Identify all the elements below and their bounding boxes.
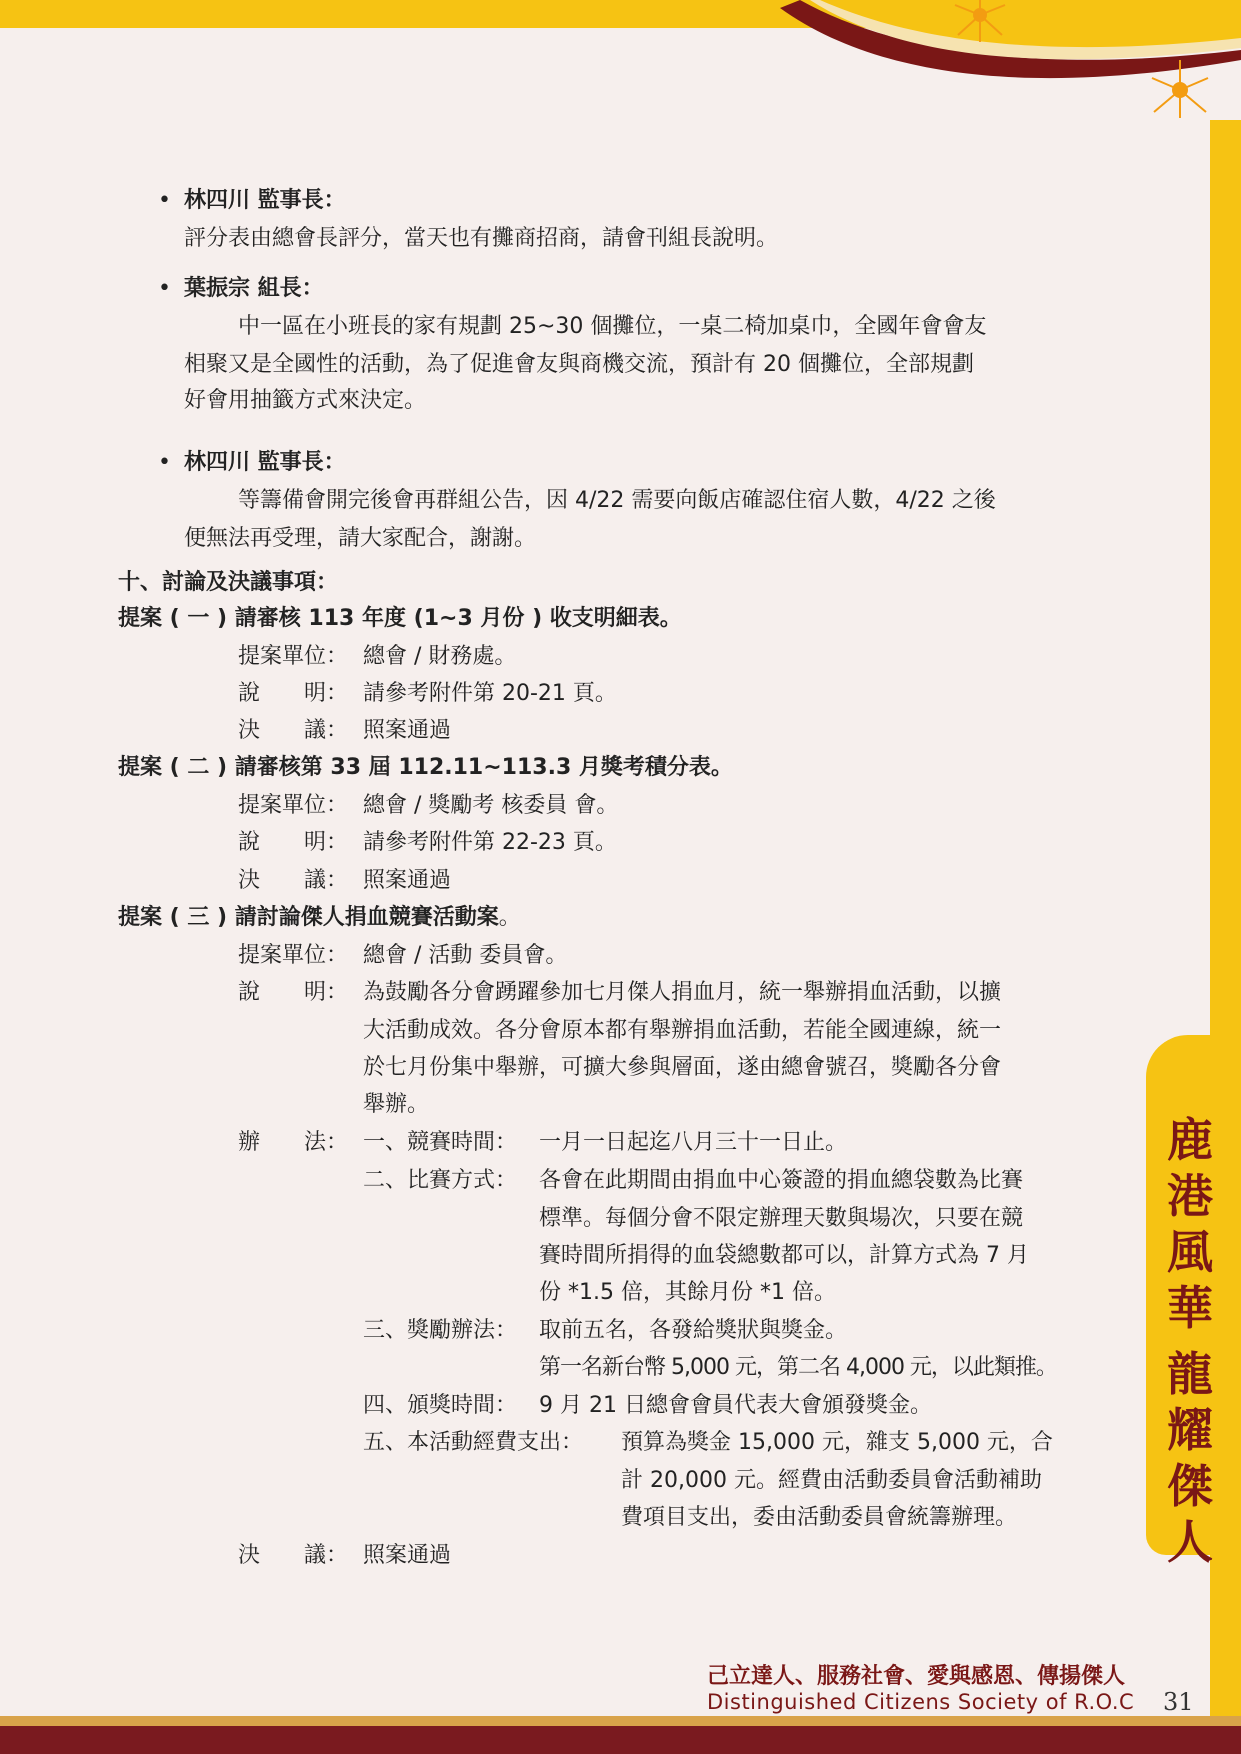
minute-text: 中一區在小班長的家有規劃 25~30 個攤位，一桌二椅加桌巾，全國年會會友: [238, 314, 987, 339]
proposal-resolution-label: 決 議：: [238, 718, 349, 743]
proposal-resolution-label: 決 議：: [238, 868, 349, 893]
proposal-unit: 總會 / 活動 委員會。: [363, 943, 568, 968]
method-text: 預算為獎金 15,000 元，雜支 5,000 元，合: [621, 1430, 1053, 1455]
proposal-resolution-label: 決 議：: [238, 1543, 349, 1568]
proposal-resolution: 照案通過: [363, 1543, 452, 1568]
proposal-desc-line: 大活動成效。各分會原本都有舉辦捐血活動，若能全國連線，統一: [363, 1018, 1002, 1043]
method-label: 三、獎勵辦法：: [363, 1318, 518, 1343]
method-label: 一、競賽時間：: [363, 1130, 518, 1155]
footer-motto: 己立達人、服務社會、愛與感恩、傳揚傑人: [707, 1663, 1126, 1689]
proposal-title: 提案 ( 三 ) 請討論傑人捐血競賽活動案。: [118, 905, 521, 930]
method-text: 計 20,000 元。經費由活動委員會活動補助: [621, 1468, 1042, 1493]
method-text: 取前五名，各發給獎狀與獎金。: [539, 1318, 848, 1343]
minute-text: 便無法再受理，請大家配合，謝謝。: [184, 526, 537, 551]
proposal-desc: 請參考附件第 22-23 頁。: [363, 830, 617, 855]
proposal-desc: 請參考附件第 20-21 頁。: [363, 681, 617, 706]
bottom-decor-line: [0, 1716, 1241, 1726]
proposal-title: 提案 ( 二 ) 請審核第 33 屆 112.11~113.3 月獎考積分表。: [118, 755, 733, 780]
method-text: 一月一日起迄八月三十一日止。: [539, 1130, 848, 1155]
side-tab-title: 鹿 港 風 華 龍 耀 傑 人: [1167, 1113, 1213, 1569]
bullet: •: [158, 188, 171, 213]
method-text: 費項目支出，委由活動委員會統籌辦理。: [621, 1505, 1018, 1530]
swoosh-decoration: [780, 0, 1241, 120]
speaker-name: 葉振宗 組長：: [184, 276, 324, 301]
section-heading: 十、討論及決議事項：: [118, 570, 339, 595]
bottom-decor-bar: [0, 1726, 1241, 1754]
proposal-desc-line: 於七月份集中舉辦，可擴大參與層面，遂由總會號召，獎勵各分會: [363, 1055, 1002, 1080]
proposal-desc-line: 為鼓勵各分會踴躍參加七月傑人捐血月，統一舉辦捐血活動，以擴: [363, 980, 1002, 1005]
footer-org-name: Distinguished Citizens Society of R.O.C: [707, 1690, 1135, 1714]
speaker-name: 林四川 監事長：: [184, 450, 346, 475]
proposal-resolution: 照案通過: [363, 868, 452, 893]
proposal-method-label: 辦 法：: [238, 1130, 349, 1155]
bullet: •: [158, 450, 171, 475]
proposal-unit: 總會 / 財務處。: [363, 644, 517, 669]
page-number: 31: [1163, 1688, 1194, 1716]
method-label: 二、比賽方式：: [363, 1168, 518, 1193]
proposal-unit: 總會 / 獎勵考 核委員 會。: [363, 793, 619, 818]
method-text: 第一名新台幣 5,000 元，第二名 4,000 元，以此類推。: [539, 1355, 1057, 1380]
proposal-desc-label: 說 明：: [238, 980, 349, 1005]
minute-text: 好會用抽籤方式來決定。: [184, 388, 427, 413]
method-label: 五、本活動經費支出：: [363, 1430, 584, 1455]
speaker-name: 林四川 監事長：: [184, 188, 346, 213]
minute-text: 等籌備會開完後會再群組公告，因 4/22 需要向飯店確認住宿人數，4/22 之後: [238, 488, 996, 513]
method-label: 四、頒獎時間：: [363, 1393, 518, 1418]
method-text: 份 *1.5 倍，其餘月份 *1 倍。: [539, 1280, 836, 1305]
proposal-unit-label: 提案單位：: [238, 644, 349, 669]
method-text: 賽時間所捐得的血袋總數都可以，計算方式為 7 月: [539, 1243, 1029, 1268]
method-text: 標準。每個分會不限定辦理天數與場次，只要在競: [539, 1206, 1024, 1231]
bullet: •: [158, 276, 171, 301]
proposal-desc-label: 說 明：: [238, 681, 349, 706]
proposal-desc-label: 說 明：: [238, 830, 349, 855]
proposal-title: 提案 ( 一 ) 請審核 113 年度 (1~3 月份 ) 收支明細表。: [118, 606, 682, 631]
proposal-resolution: 照案通過: [363, 718, 452, 743]
method-text: 9 月 21 日總會會員代表大會頒發獎金。: [539, 1393, 932, 1418]
minute-text: 評分表由總會長評分，當天也有攤商招商，請會刊組長說明。: [184, 226, 779, 251]
proposal-unit-label: 提案單位：: [238, 793, 349, 818]
proposal-unit-label: 提案單位：: [238, 943, 349, 968]
minute-text: 相聚又是全國性的活動，為了促進會友與商機交流，預計有 20 個攤位，全部規劃: [184, 352, 974, 377]
proposal-desc-line: 舉辦。: [363, 1092, 430, 1117]
method-text: 各會在此期間由捐血中心簽證的捐血總袋數為比賽: [539, 1168, 1024, 1193]
